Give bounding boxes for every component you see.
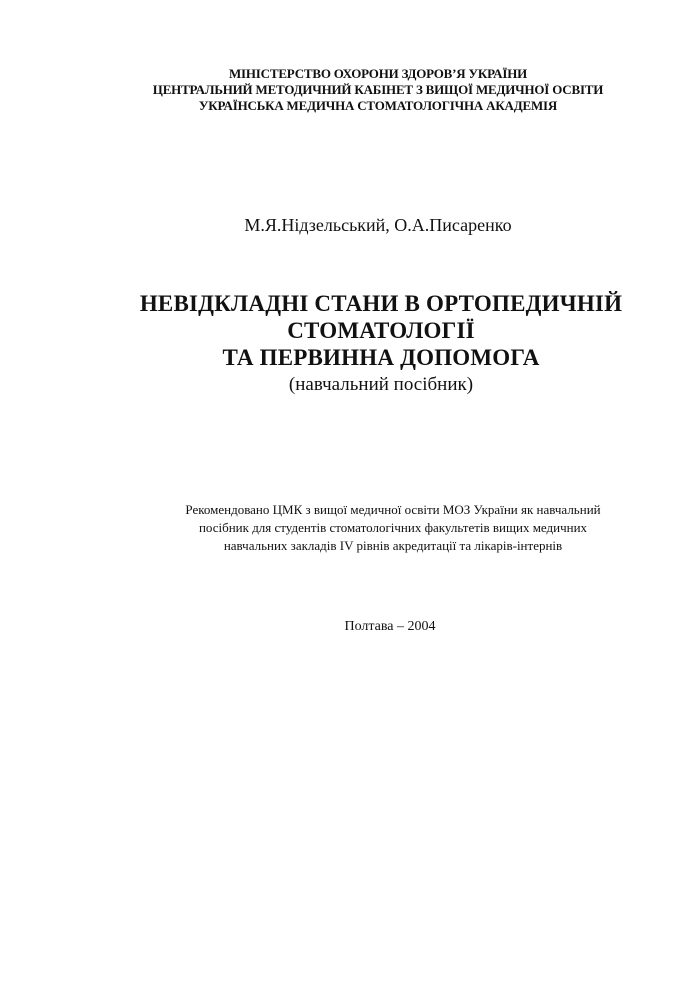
recommendation-note: [0, 501, 700, 555]
authors: М.Я.Нідзельський, О.А.Писаренко: [244, 215, 512, 235]
book-title-block: [0, 290, 700, 397]
ministry-name: МІНІСТЕРСТВО ОХОРОНИ ЗДОРОВ’Я УКРАЇНИ: [228, 66, 528, 81]
recommendation-line-3: навчальних закладів IV рівнів акредитації та лікарів-інтернів: [223, 538, 563, 553]
recommendation-line-2: посібник для студентів стоматологічних факультетів вищих медичних: [198, 520, 588, 535]
ministry-header: [0, 66, 700, 114]
recommendation-line-1: Рекомендовано ЦМК з вищої медичної освіти МОЗ України як навчальний: [185, 502, 601, 517]
book-subtitle: (навчальний посібник): [288, 374, 474, 395]
methodical-cabinet-name: ЦЕНТРАЛЬНИЙ МЕТОДИЧНИЙ КАБІНЕТ З ВИЩОЇ МЕДИЧНОЇ ОСВІТИ: [152, 82, 604, 97]
book-title-line-1: НЕВІДКЛАДНІ СТАНИ В ОРТОПЕДИЧНІЙ: [139, 291, 623, 316]
book-title-line-3: ТА ПЕРВИННА ДОПОМОГА: [222, 345, 540, 370]
academy-name: УКРАЇНСЬКА МЕДИЧНА СТОМАТОЛОГІЧНА АКАДЕМІЯ: [198, 98, 558, 113]
imprint-city-year: Полтава – 2004: [344, 619, 436, 634]
book-title-line-2: СТОМАТОЛОГІЇ: [287, 318, 475, 343]
